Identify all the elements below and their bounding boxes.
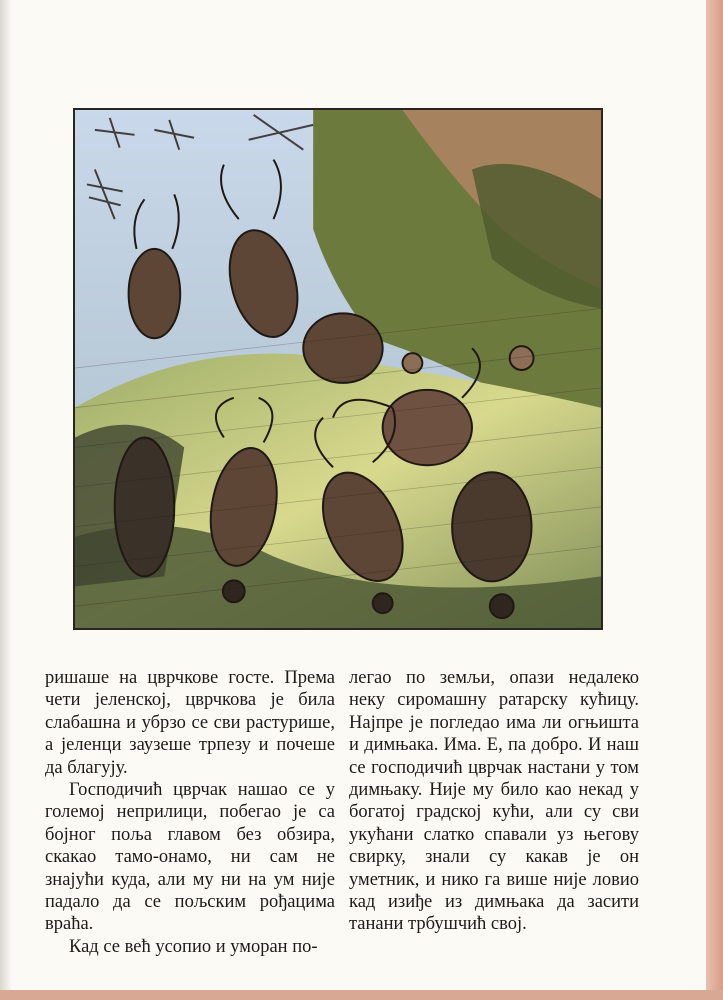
illustration-art	[75, 110, 601, 628]
book-cover-edge	[706, 0, 723, 1000]
beetles-illustration	[73, 108, 603, 630]
text-column-left	[45, 667, 335, 958]
book-bottom-edge	[0, 990, 723, 1000]
paragraph: ришаше на цврчкове госте. Према чети јеленској, цврчкова је била слабашна и убрзо се сви растуришe, а јеленци заузеше трпезу и почеше да благују.	[45, 668, 335, 778]
text-column-right	[349, 667, 639, 936]
paragraph: легао по земљи, опази недалеко неку сиромашну ратарску кућицу. Најпре је погледао има ли огњишта и димњака. Има. Е, па добро. И наш се господичић цврчак настани у том димњаку. Није му било као некад у богатој градској кући, али су сви укућани слатко спавали уз његову свирку, знали су какав је он уметник, и нико га више није ловио кад изиђе из димњака да засити танани трбушчић свој.	[349, 668, 639, 935]
paragraph: Кад се већ усопио и уморан по-	[69, 936, 318, 957]
paragraph: Господичић цврчак нашао се у големој неприлици, побегао је са бојног поља главом без обзира, скакао тамо-онамо, ни сам не знајући куда, али му ни на ум није падало да се пољским рођацима враћа.	[45, 780, 335, 935]
page-gutter	[0, 0, 12, 990]
